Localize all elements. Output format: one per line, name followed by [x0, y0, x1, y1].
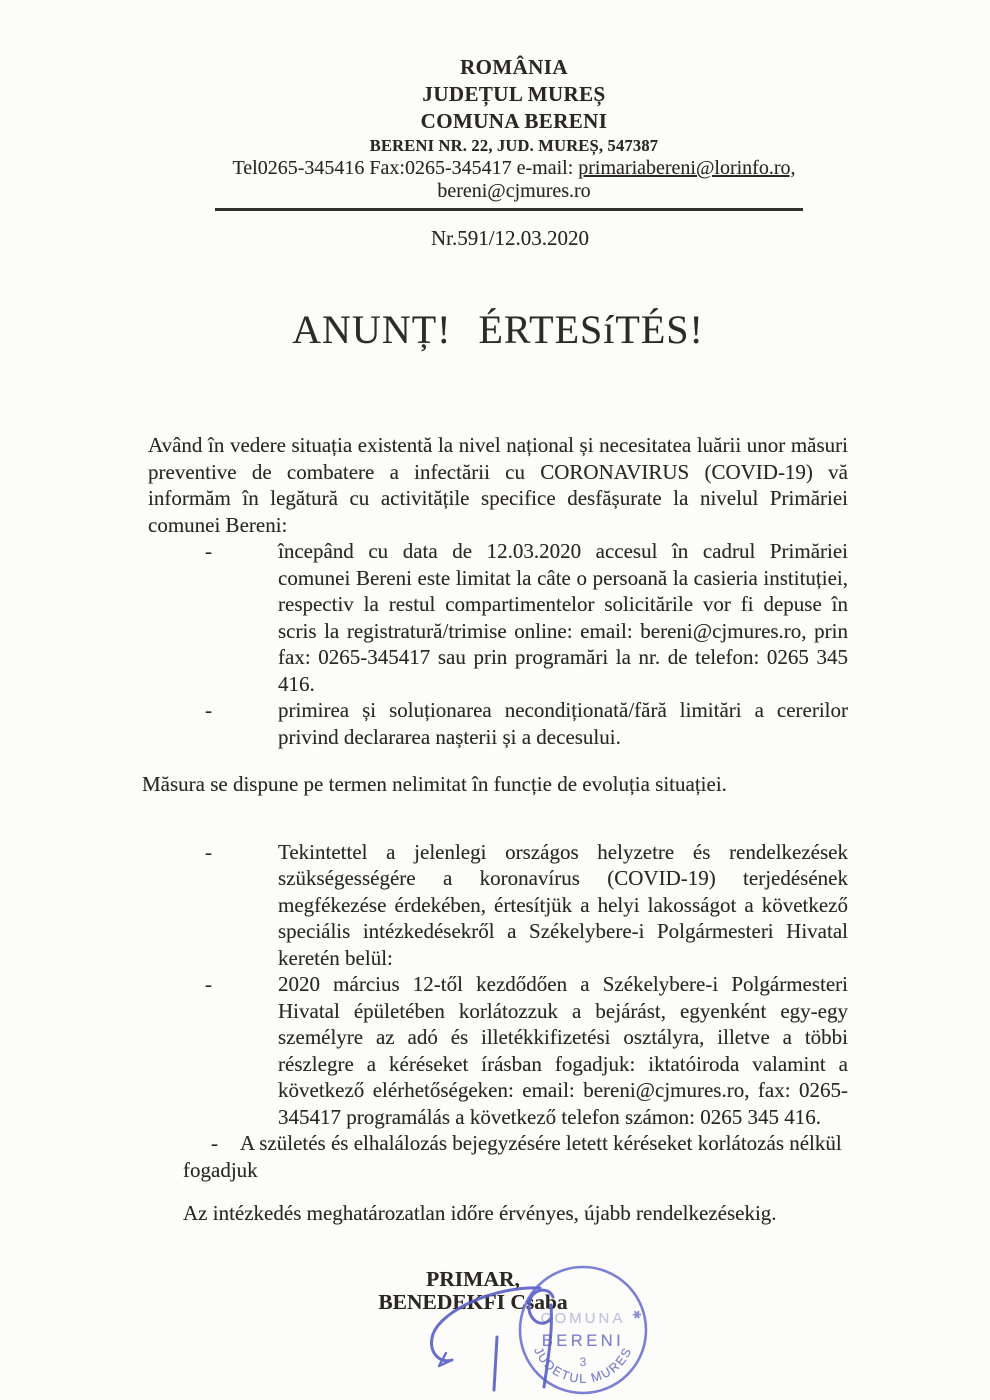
hu-bullet-item-1 — [205, 839, 848, 972]
ro-bullet-list — [148, 538, 848, 750]
ro-bullet-item-1 — [205, 538, 848, 697]
stamp-number: 3 — [579, 1355, 587, 1369]
signature-role: PRIMAR, — [426, 1266, 520, 1291]
stamp-and-signature-overlay — [395, 1256, 685, 1400]
stamp-star-icon: ✱ — [629, 1308, 644, 1323]
document-content — [142, 0, 848, 1314]
handwritten-signature — [431, 1288, 553, 1390]
title-hu: ÉRTESíTÉS! — [478, 307, 704, 352]
stamp-commune-label: COMUNA — [540, 1310, 626, 1327]
doc-number: Nr.591/12.03.2020 — [430, 226, 590, 250]
signature-stroke-vertical — [494, 1337, 497, 1390]
commune-name: COMUNA BERENI — [420, 109, 608, 133]
bullet-dash: - — [205, 698, 212, 722]
stamp-arc-text: JUDETUL MURES — [531, 1344, 635, 1386]
bullet-text: Tekintettel a jelenlegi országos helyzetre és rendelkezések szükségességére a koronavírus (COVID-19) terjedésének megfékezése érdekében, értesítjük a helyi lakosságot a következő speciális intézkedésekről a Székelybere-i Polgármesteri Hivatal keretén belül: — [278, 839, 848, 970]
county-name: JUDEȚUL MUREȘ — [422, 82, 606, 106]
measure-note: Măsura se dispune pe termen nelimitat în funcție de evoluția situației. — [142, 772, 727, 796]
country-name: ROMÂNIA — [460, 55, 568, 79]
bullet-text: A születés és elhalálozás bejegyzésére letett kéréseket korlátozás nélkül fogadjuk — [183, 1131, 842, 1182]
hu-bullet-item-2 — [205, 971, 848, 1130]
bullet-dash: - — [205, 972, 212, 996]
bullet-dash: - — [205, 539, 212, 563]
bullet-dash: - — [211, 1131, 218, 1155]
title-ro: ANUNȚ! — [292, 307, 452, 352]
email-secondary: bereni@cjmures.ro — [437, 180, 591, 202]
hu-note: Az intézkedés meghatározatlan időre érvényes, újabb rendelkezésekig. — [183, 1201, 777, 1225]
contact-line — [180, 157, 848, 180]
stamp-bereni-label: BERENI — [541, 1332, 625, 1350]
contact-prefix: Tel0265-345416 Fax:0265-345417 e-mail: — [232, 157, 579, 179]
address-line: BERENI NR. 22, JUD. MUREȘ, 547387 — [369, 136, 659, 155]
round-stamp — [520, 1267, 646, 1393]
bullet-text: 2020 március 12-től kezdődően a Székelybere-i Polgármesteri Hivatal épületében korlátozzuk a bejárást, egyenként egy-egy személyre az adó és illetékkifizetési osztályra, illetve a többi részlegre a kéréseket írásban fogadjuk: iktatóiroda valamint a következő elérhetőségeken: email: bereni@cjmures.ro, fax: 0265-345417 programálás a következő telefon számon: 0265 345 416. — [278, 972, 848, 1129]
letterhead-divider — [215, 208, 803, 211]
document-body — [142, 432, 848, 1314]
bullet-dash: - — [205, 839, 212, 864]
email-primary: primariabereni@lorinfo.ro, — [578, 157, 796, 179]
hu-bullet-list — [148, 839, 848, 1184]
bullet-text: primirea și soluționarea necondiționată/fără limitări a cererilor privind declararea nașterii și a decesului. — [278, 698, 848, 749]
signature-name: BENEDEKFI Csaba — [378, 1289, 568, 1314]
hu-bullet-item-3 — [183, 1130, 848, 1183]
ro-bullet-item-2 — [205, 697, 848, 750]
intro-paragraph: Având în vedere situația existentă la nivel național și necesitatea luării unor măsuri preventive de combatere a infectării cu CORONAVIRUS (COVID-19) vă informăm în legătură cu activitățile specifice desfășurate la nivelul Primăriei comunei Bereni: — [148, 433, 848, 537]
page-title — [148, 307, 848, 353]
bullet-text: începând cu data de 12.03.2020 accesul în cadrul Primăriei comunei Bereni este limitat la câte o persoană la casieria instituției, respectiv la restul compartimentelor solicitările vor fi depuse în scris la registratură/trimise online: email: bereni@cjmures.ro, prin fax: 0265-345417 sau prin programări la nr. de telefon: 0265 345 416. — [278, 539, 848, 696]
letterhead — [148, 0, 848, 203]
